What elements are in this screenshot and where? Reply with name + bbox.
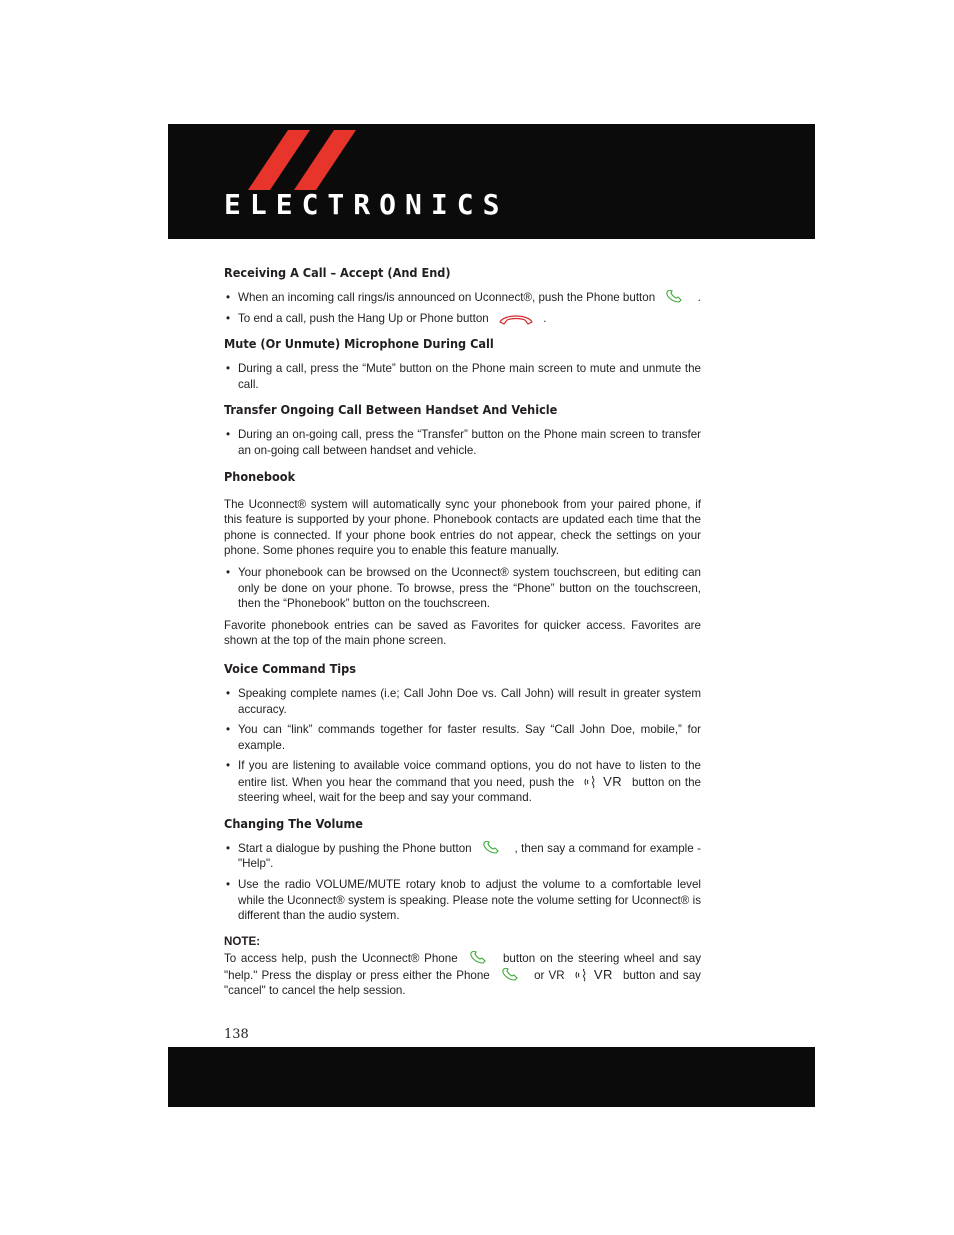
note-text-3: or VR bbox=[534, 968, 565, 982]
note-text-1: To access help, push the Uconnect® Phone bbox=[224, 952, 458, 966]
phone-icon bbox=[468, 951, 492, 965]
phonebook-paragraph: The Uconnect® system will automatically sync your phonebook from your paired phone, if this feature is supported by your phone. Phonebook contacts are updated each time that the phone is connected. If your phone book entries do not appear, check the settings on your phone. Some phones require you to enable this feature manually. bbox=[224, 497, 701, 558]
bullet-text: To end a call, push the Hang Up or Phone button bbox=[238, 311, 489, 325]
voice-wave-icon bbox=[575, 968, 591, 982]
hang-up-icon bbox=[498, 313, 534, 325]
note-text-2: button on the steering wheel and say "help." Press the display or press either the Phone bbox=[224, 952, 701, 982]
vr-label: VR bbox=[603, 773, 623, 789]
footer-banner bbox=[168, 1047, 815, 1107]
voice-recognition-icon bbox=[584, 774, 622, 790]
phone-icon bbox=[664, 290, 688, 304]
heading-transfer-call: Transfer Ongoing Call Between Handset And Vehicle bbox=[224, 402, 558, 418]
brand-stripes-logo bbox=[248, 130, 358, 190]
list-item: • Use the radio VOLUME/MUTE rotary knob to adjust the volume to a comfortable level while the Uconnect® system is speaking. Please note the volume setting for Uconnect® is different than the audio system. bbox=[224, 877, 701, 924]
list-item: • During an on-going call, press the “Transfer” button on the Phone main screen to transfer an on-going call between handset and vehicle. bbox=[224, 427, 701, 458]
bullet-text: If you are listening to available voice command options, you do not have to listen to the entire list. When you hear the command that you need, push the bbox=[238, 759, 701, 789]
list-item bbox=[224, 841, 701, 872]
header-banner bbox=[168, 124, 815, 239]
list-item: • Your phonebook can be browsed on the Uconnect® system touchscreen, but editing can only be done on your phone. To browse, press the “Phone” button on the touchscreen, then the “Phonebook” button on the touchscreen. bbox=[224, 565, 701, 612]
page-content bbox=[224, 265, 701, 1005]
list-item: • Speaking complete names (i.e; Call John Doe vs. Call John) will result in greater system accuracy. bbox=[224, 686, 701, 717]
favorites-paragraph: Favorite phonebook entries can be saved as Favorites for quicker access. Favorites are shown at the top of the main phone screen. bbox=[224, 618, 701, 648]
voice-tips-list bbox=[224, 686, 701, 806]
heading-phonebook: Phonebook bbox=[224, 468, 296, 484]
list-item bbox=[224, 311, 701, 327]
heading-mute-microphone: Mute (Or Unmute) Microphone During Call bbox=[224, 336, 494, 352]
mute-list bbox=[224, 361, 701, 392]
note-text-4: button and say "cancel" to cancel the help session. bbox=[224, 968, 701, 998]
receiving-call-list bbox=[224, 290, 701, 326]
list-item: • You can “link” commands together for faster results. Say “Call John Doe, mobile,” for example. bbox=[224, 722, 701, 753]
phonebook-list bbox=[224, 565, 701, 612]
heading-receiving-call: Receiving A Call – Accept (And End) bbox=[224, 265, 451, 280]
voice-recognition-icon bbox=[575, 967, 613, 983]
phone-icon bbox=[500, 968, 524, 982]
bullet-text: Start a dialogue by pushing the Phone button bbox=[238, 841, 472, 855]
bullet-text: When an incoming call rings/is announced on Uconnect®, push the Phone button bbox=[238, 291, 656, 304]
note-paragraph bbox=[224, 951, 701, 999]
list-item bbox=[224, 758, 701, 806]
section-title: ELECTRONICS bbox=[224, 188, 509, 221]
list-item bbox=[224, 290, 701, 306]
heading-voice-command-tips: Voice Command Tips bbox=[224, 660, 357, 676]
list-item: • During a call, press the “Mute” button on the Phone main screen to mute and unmute the call. bbox=[224, 361, 701, 392]
vr-label: VR bbox=[593, 967, 613, 983]
bullet-text-end: , then say a command for example - "Help". bbox=[238, 841, 701, 871]
bullet-text-end: . bbox=[697, 291, 701, 304]
voice-wave-icon bbox=[584, 775, 600, 789]
bullet-text-end: button on the steering wheel, wait for the beep and say your command. bbox=[238, 775, 701, 805]
transfer-list bbox=[224, 427, 701, 458]
note-label: NOTE: bbox=[224, 934, 261, 948]
page-number: 138 bbox=[224, 1027, 249, 1042]
heading-changing-volume: Changing The Volume bbox=[224, 815, 363, 831]
volume-list bbox=[224, 841, 701, 924]
phone-icon bbox=[481, 841, 505, 855]
bullet-text-end: . bbox=[543, 311, 547, 325]
